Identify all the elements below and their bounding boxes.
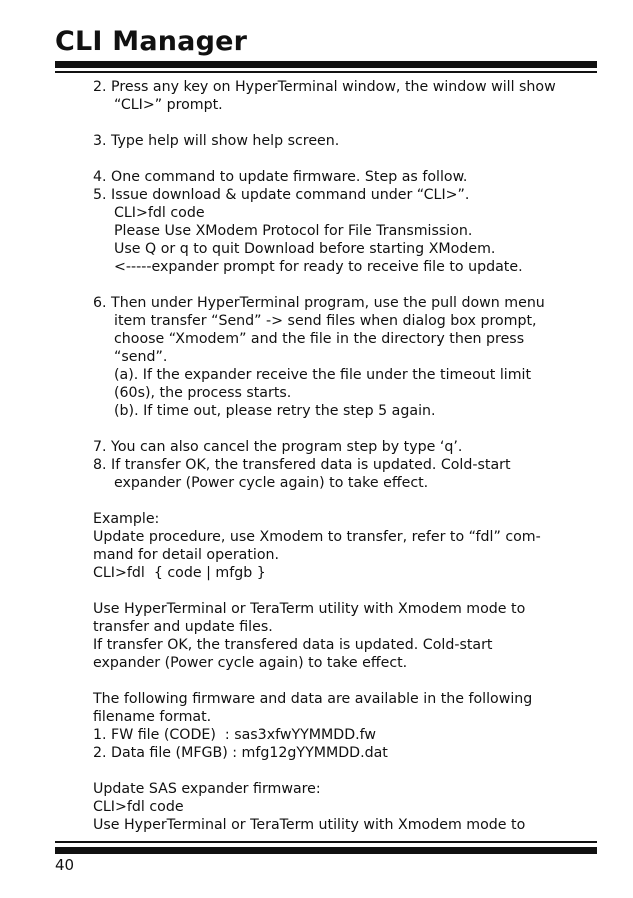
text-line: Example: [93, 511, 160, 527]
step-7: 7. You can also cancel the program step by type ‘q’. [93, 439, 463, 455]
text-line: CLI>fdl { code | mfgb } [93, 565, 266, 581]
text-line: “send”. [114, 349, 168, 365]
step-4: 4. One command to update firmware. Step as follow. [93, 169, 468, 185]
text-line: CLI>fdl code [114, 205, 205, 221]
paragraph [93, 600, 598, 672]
text-line: 1. FW file (CODE) : sas3xfwYYMMDD.fw [93, 727, 376, 743]
text-line: Please Use XModem Protocol for File Transmission. [114, 223, 473, 239]
step-3: 3. Type help will show help screen. [93, 133, 340, 149]
text-line: Use HyperTerminal or TeraTerm utility with Xmodem mode to [93, 601, 526, 617]
page-number: 40 [55, 856, 75, 874]
text-line: CLI>fdl code [93, 799, 184, 815]
footer-rule [55, 847, 597, 854]
text-line: filename format. [93, 709, 212, 725]
text-line: <-----expander prompt for ready to receive file to update. [114, 259, 523, 275]
text-line: 6. Then under HyperTerminal program, use the pull down menu [93, 295, 545, 311]
step-5 [93, 186, 598, 276]
text-line: choose “Xmodem” and the file in the directory then press [114, 331, 525, 347]
text-line: expander (Power cycle again) to take effect. [93, 655, 408, 671]
text-line: item transfer “Send” -> send files when dialog box prompt, [114, 313, 537, 329]
text-line: (60s), the process starts. [114, 385, 292, 401]
text-line: Use Q or q to quit Download before starting XModem. [114, 241, 496, 257]
text-line: 8. If transfer OK, the transfered data is updated. Cold-start [93, 457, 511, 473]
text-line: Update SAS expander firmware: [93, 781, 321, 797]
text-line: Use HyperTerminal or TeraTerm utility with Xmodem mode to [93, 817, 526, 833]
paragraph [93, 780, 598, 834]
page-title: CLI Manager [55, 26, 248, 57]
text-line: mand for detail operation. [93, 547, 280, 563]
text-line: 2. Press any key on HyperTerminal window, the window will show [93, 79, 556, 95]
text-line: (a). If the expander receive the file under the timeout limit [114, 367, 532, 383]
example-block [93, 510, 598, 582]
text-line: If transfer OK, the transfered data is updated. Cold-start [93, 637, 493, 653]
text-line: 5. Issue download & update command under “CLI>”. [93, 187, 470, 203]
text-line: 2. Data file (MFGB) : mfg12gYYMMDD.dat [93, 745, 388, 761]
paragraph [93, 690, 598, 762]
text-line: Update procedure, use Xmodem to transfer, refer to “fdl” com- [93, 529, 541, 545]
step-8 [93, 456, 598, 492]
text-line: “CLI>” prompt. [114, 97, 223, 113]
header-rule-thin [55, 71, 597, 73]
text-line: transfer and update files. [93, 619, 273, 635]
text-line: The following firmware and data are available in the following [93, 691, 533, 707]
step-6 [93, 294, 598, 420]
footer-rule-thin [55, 841, 597, 843]
header-rule [55, 61, 597, 68]
text-line: (b). If time out, please retry the step 5 again. [114, 403, 436, 419]
step-2 [93, 78, 598, 114]
main-content [93, 78, 598, 834]
text-line: expander (Power cycle again) to take effect. [114, 475, 429, 491]
